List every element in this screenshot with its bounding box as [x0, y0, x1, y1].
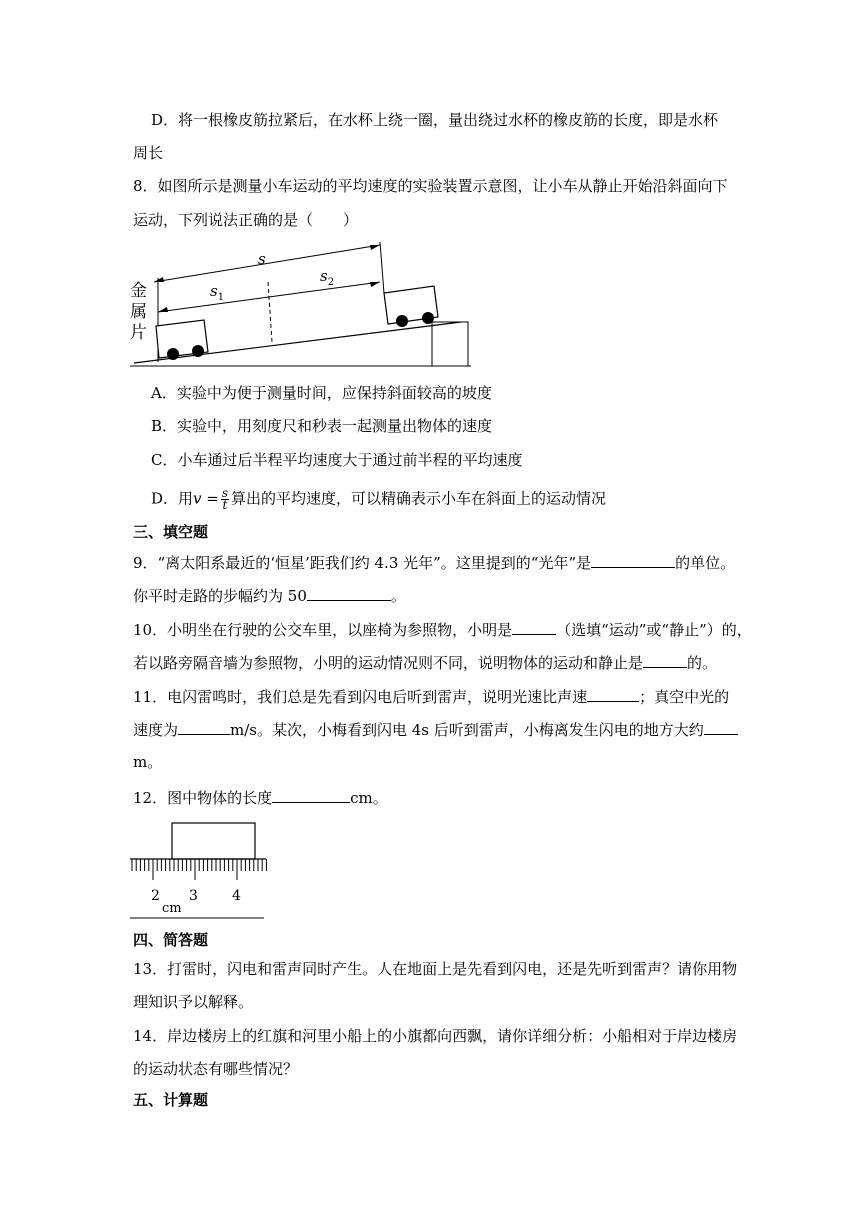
q8-option-d-suffix: 算出的平均速度，可以精确表示小车在斜面上的运动情况 — [231, 489, 607, 508]
support-block — [432, 322, 468, 366]
q14-line1: 14．岸边楼房上的红旗和河里小船上的小旗都向西飘，请你详细分析：小船相对于岸边楼房 — [133, 1027, 738, 1045]
formula-numerator: s — [221, 486, 229, 500]
q13-line2: 理知识予以解释。 — [133, 993, 254, 1011]
label-s2: $s_2$ — [320, 267, 335, 288]
q10-text-a: 10．小明坐在行驶的公交车里，以座椅为参照物，小明是 — [133, 621, 513, 639]
q10-line2 — [133, 651, 717, 673]
label-s: s — [258, 250, 266, 268]
label-s1: $s_1$ — [210, 282, 225, 303]
q11-text-a: 11．电闪雷鸣时，我们总是先看到闪电后听到雷声，说明光速比声速 — [133, 688, 588, 706]
q8-incline-figure — [126, 238, 476, 370]
formula-v: v — [193, 489, 202, 508]
q11-blank-1[interactable] — [587, 685, 639, 702]
q11-line1 — [133, 685, 729, 707]
upper-cart-wheel-2 — [422, 312, 434, 324]
q8-option-d — [151, 488, 606, 511]
midpoint-dashed-line — [268, 282, 272, 342]
formula-fraction — [221, 488, 229, 511]
q7-option-d-line2: 周长 — [133, 144, 164, 162]
q12-line1 — [133, 786, 388, 808]
q9-line2 — [133, 584, 406, 606]
ruler-ticks — [132, 859, 266, 880]
q8-option-d-prefix: D．用 — [151, 489, 194, 508]
q11-line3: m。 — [133, 753, 163, 771]
ruler-label-4: 4 — [232, 888, 241, 904]
q8-option-c: C．小车通过后半程平均速度大于通过前半程的平均速度 — [151, 451, 523, 469]
q9-text-d: 。 — [390, 587, 406, 605]
ruler-label-2: 2 — [151, 888, 160, 904]
section-5-title: 五、计算题 — [133, 1091, 209, 1109]
q11-blank-2[interactable] — [178, 718, 230, 735]
q9-blank-1[interactable] — [591, 551, 675, 568]
q11-blank-3[interactable] — [704, 718, 738, 735]
q11-line2 — [133, 718, 738, 740]
q12-text-a: 12．图中物体的长度 — [133, 789, 273, 807]
s1-arrow-head — [158, 307, 168, 312]
lower-cart-wheel-2 — [192, 345, 204, 357]
q11-text-c: 速度为 — [133, 721, 179, 739]
q12-blank-1[interactable] — [272, 786, 350, 803]
q10-text-d: 的。 — [687, 654, 718, 672]
s-arrow — [154, 245, 380, 282]
section-3-title: 三、填空题 — [133, 523, 209, 541]
q14-line2: 的运动状态有哪些情况？ — [133, 1060, 299, 1078]
q7-option-d-line1: D．将一根橡皮筋拉紧后，在水杯上绕一圈，量出绕过水杯的橡皮筋的长度，即是水杯 — [151, 111, 719, 129]
upper-cart-wheel-1 — [396, 315, 408, 327]
q8-stem-line2: 运动，下列说法正确的是（ ） — [133, 211, 359, 229]
q11-text-b: ；真空中光的 — [639, 688, 730, 706]
q9-text-a: 9．“离太阳系最近的‘恒星’距我们约 4.3 光年”。这里提到的“光年”是 — [133, 554, 592, 572]
q13-line1: 13．打雷时，闪电和雷声同时产生。人在地面上是先看到闪电，还是先听到雷声？请你用物 — [133, 960, 738, 978]
q10-text-b: （选填“运动”或“静止”）的， — [556, 621, 752, 639]
formula-denominator: t — [222, 498, 228, 512]
s2-arrow-head — [370, 282, 380, 287]
q8-stem-line1: 8．如图所示是测量小车运动的平均速度的实验装置示意图，让小车从静止开始沿斜面向下 — [133, 177, 728, 195]
q10-text-c: 若以路旁隔音墙为参照物，小明的运动情况则不同，说明物体的运动和静止是 — [133, 654, 644, 672]
measured-object — [172, 823, 255, 859]
q9-text-b: 的单位。 — [675, 554, 736, 572]
q10-line1 — [133, 618, 752, 640]
ruler-label-3: 3 — [189, 888, 198, 904]
q10-blank-1[interactable] — [512, 618, 556, 635]
q9-blank-2[interactable] — [307, 584, 391, 601]
q8-option-b: B．实验中，用刻度尺和秒表一起测量出物体的速度 — [151, 417, 493, 435]
s-arrow-head-left — [154, 277, 164, 282]
label-metal-3: 片 — [130, 323, 147, 343]
formula-eq: = — [201, 489, 219, 508]
q9-line1 — [133, 551, 735, 573]
label-metal-1: 金 — [130, 281, 147, 301]
label-metal-2: 属 — [130, 302, 147, 322]
section-4-title: 四、简答题 — [133, 931, 209, 949]
ruler-unit-label: cm — [162, 901, 182, 916]
lower-cart-wheel-1 — [167, 348, 179, 360]
q12-text-b: cm。 — [350, 789, 388, 807]
q9-text-c: 你平时走路的步幅约为 50 — [133, 587, 307, 605]
s-arrow-head-right — [370, 245, 380, 250]
q10-blank-2[interactable] — [643, 651, 687, 668]
q12-ruler-figure — [126, 818, 271, 922]
s-right-tick — [380, 242, 384, 293]
q8-option-a: A．实验中为便于测量时间，应保持斜面较高的坡度 — [151, 384, 492, 402]
q11-text-d: m/s。某次，小梅看到闪电 4s 后听到雷声，小梅离发生闪电的地方大约 — [230, 721, 704, 739]
